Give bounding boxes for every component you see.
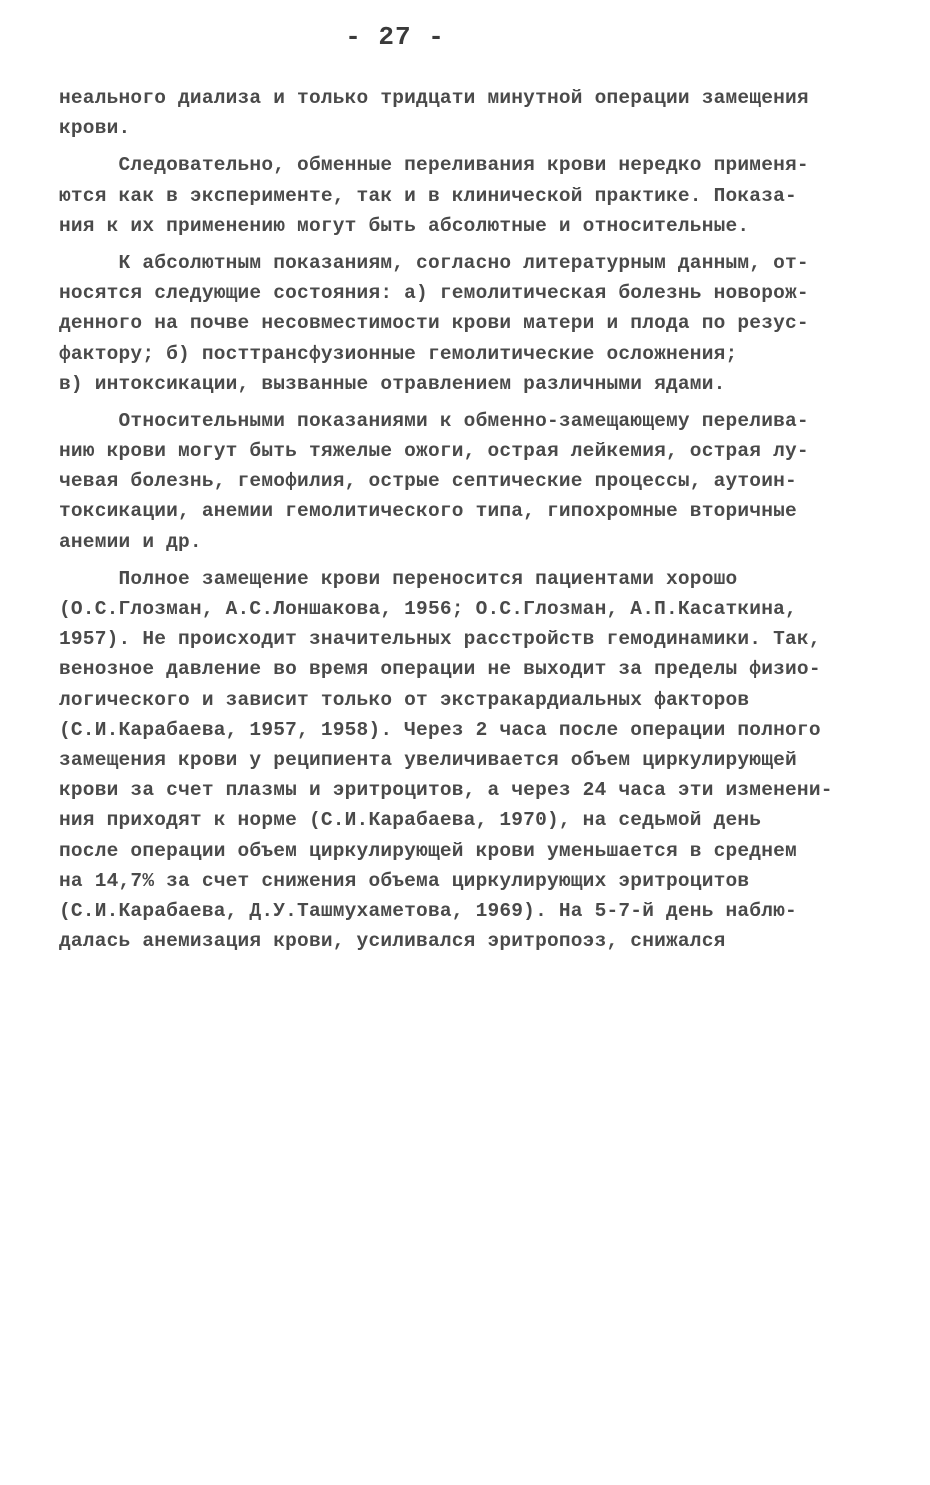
- text-line: (С.И.Карабаева, 1957, 1958). Через 2 часа после операции полного: [59, 718, 821, 741]
- text-line: логического и зависит только от экстракардиальных факторов: [59, 688, 750, 711]
- text-line: замещения крови у реципиента увеличивается объем циркулирующей: [59, 748, 797, 771]
- text-line: Следовательно, обменные переливания крови нередко применя-: [59, 154, 809, 177]
- text-line: анемии и др.: [59, 530, 202, 553]
- text-line: ются как в эксперименте, так и в клинической практике. Показа-: [59, 184, 797, 207]
- text-line: в) интоксикации, вызванные отравлением различными ядами.: [59, 372, 726, 395]
- text-line: ния к их применению могут быть абсолютные и относительные.: [59, 214, 750, 237]
- text-line: (С.И.Карабаева, Д.У.Ташмухаметова, 1969). На 5-7-й день наблю-: [59, 899, 797, 922]
- text-line: токсикации, анемии гемолитического типа, гипохромные вторичные: [59, 500, 797, 523]
- text-line: неального диализа и только тридцати минутной операции замещения: [59, 87, 809, 109]
- text-line: крови.: [59, 117, 131, 140]
- text-line: далась анемизация крови, усиливался эритропоэз, снижался: [59, 930, 726, 953]
- text-line: Относительными показаниями к обменно-замещающему перелива-: [59, 409, 809, 432]
- text-line: (О.С.Глозман, А.С.Лоншакова, 1956; О.С.Глозман, А.П.Касаткина,: [59, 598, 797, 620]
- text-line: после операции объем циркулирующей крови уменьшается в среднем: [59, 839, 797, 862]
- text-line: К абсолютным показаниям, согласно литературным данным, от-: [59, 251, 809, 274]
- text-line: нию крови могут быть тяжелые ожоги, острая лейкемия, острая лу-: [59, 440, 809, 463]
- text-line: 1957). Не происходит значительных расстройств гемодинамики. Так,: [59, 628, 821, 651]
- text-line: фактору; б) посттрансфузионные гемолитические осложнения;: [59, 342, 738, 365]
- text-line: ния приходят к норме (С.И.Карабаева, 1970), на седьмой день: [59, 809, 762, 832]
- text-line: на 14,7% за счет снижения объема циркулирующих эритроцитов: [59, 869, 750, 892]
- text-line: денного на почве несовместимости крови матери и плода по резус-: [59, 312, 809, 335]
- text-line: венозное давление во время операции не выходит за пределы физио-: [59, 658, 821, 681]
- body-text: [59, 83, 889, 956]
- text-line: носятся следующие состояния: а) гемолитическая болезнь новорож-: [59, 282, 809, 305]
- page-number: - 27 -: [345, 22, 445, 52]
- text-line: Полное замещение крови переносится пациентами хорошо: [59, 567, 738, 590]
- text-line: крови за счет плазмы и эритроцитов, а через 24 часа эти изменени-: [59, 779, 833, 802]
- text-line: чевая болезнь, гемофилия, острые септические процессы, аутоин-: [59, 470, 797, 493]
